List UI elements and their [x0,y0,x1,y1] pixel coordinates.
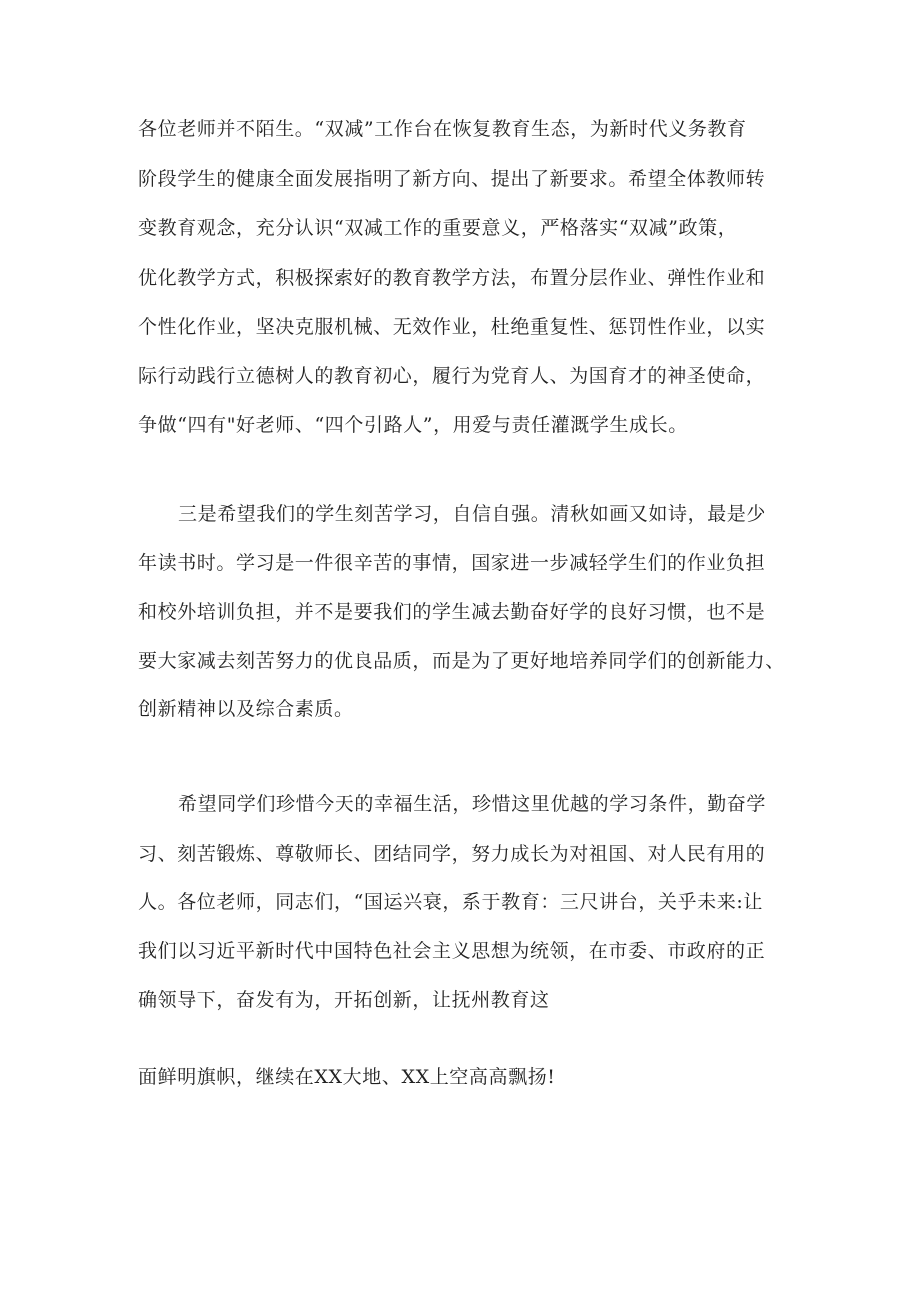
paragraph-1-line: 优化教学方式，积极探索好的教育教学方法，布置分层作业、弹性作业和 [138,267,766,289]
paragraph-4-line: 面鲜明旗帜，继续在XX大地、XX上空高高飘扬! [138,1066,556,1088]
paragraph-2-line: 三是希望我们的学生刻苦学习，自信自强。清秋如画又如诗，最是少 [178,503,767,525]
paragraph-3-line: 我们以习近平新时代中国特色社会主义思想为统领，在市委、市政府的正 [138,940,766,962]
paragraph-2-line: 和校外培训负担，并不是要我们的学生减去勤奋好学的良好习惯，也不是 [138,601,766,623]
paragraph-1-line: 个性化作业，坚决克服机械、无效作业，杜绝重复性、惩罚性作业，以实 [138,316,766,338]
paragraph-1-line: 变教育观念，充分认识“双减工作的重要意义，严格落实“双减”政策， [138,217,738,239]
paragraph-3-line: 人。各位老师，同志们，“国运兴衰，系于教育：三尺讲台，关乎未来:让 [138,891,763,913]
paragraph-1-line: 际行动践行立德树人的教育初心，履行为党育人、为国育才的神圣使命， [138,365,766,387]
paragraph-2-line: 年读书时。学习是一件很辛苦的事情，国家进一步减轻学生们的作业负担 [138,552,766,574]
paragraph-1-line: 各位老师并不陌生。“双减”工作台在恢复教育生态，为新时代义务教育 [138,118,747,140]
paragraph-1-line: 阶段学生的健康全面发展指明了新方向、提出了新要求。希望全体教师转 [138,168,766,190]
paragraph-1-line: 争做“四有"好老师、“四个引路人”，用爱与责任灌溉学生成长。 [138,414,688,436]
paragraph-3-line: 希望同学们珍惜今天的幸福生活，珍惜这里优越的学习条件，勤奋学 [178,793,767,815]
paragraph-3-line: 习、刻苦锻炼、尊敬师长、团结同学，努力成长为对祖国、对人民有用的 [138,843,766,865]
paragraph-3-line: 确领导下，奋发有为，开拓创新，让抚州教育这 [138,989,550,1011]
paragraph-2-line: 创新精神以及综合素质。 [138,698,354,720]
paragraph-2-line: 要大家减去刻苦努力的优良品质，而是为了更好地培养同学们的创新能力、 [138,650,785,672]
